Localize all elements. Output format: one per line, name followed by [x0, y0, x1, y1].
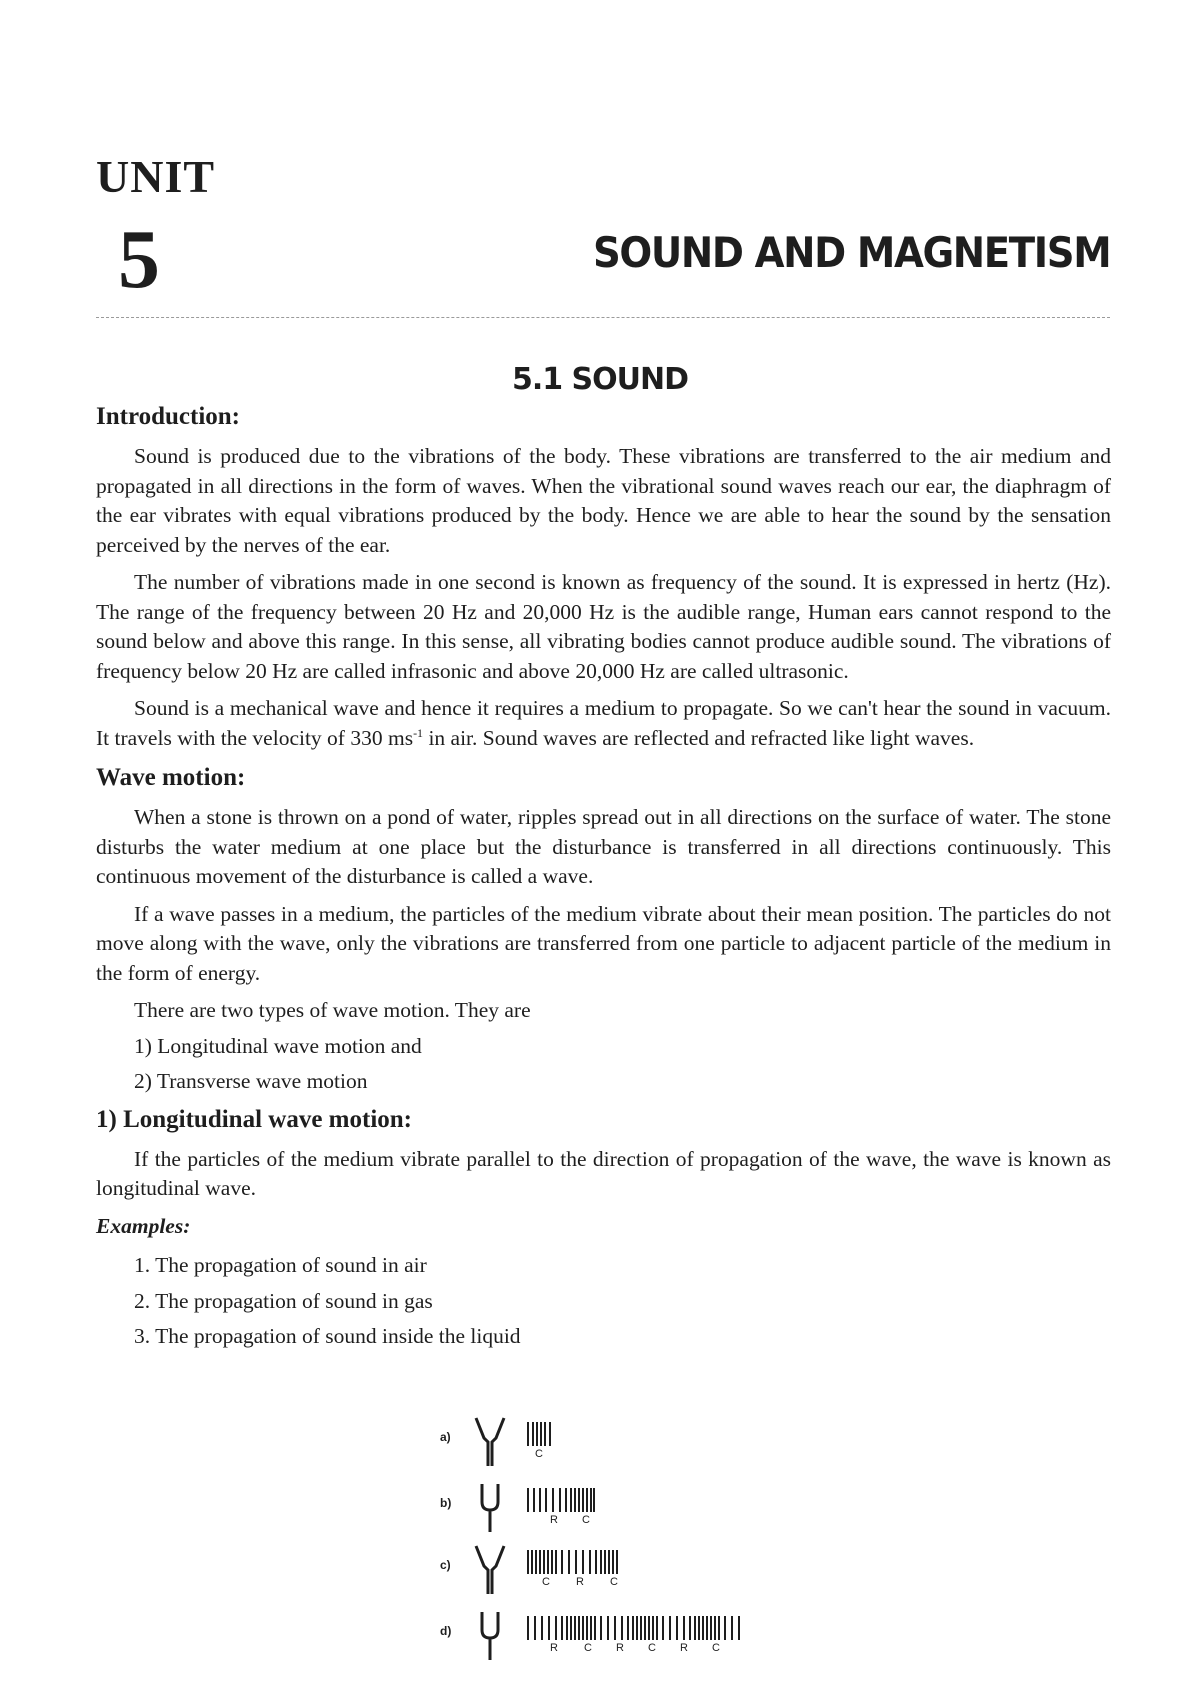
figure-row-b [440, 1480, 840, 1536]
wave-motion-heading: Wave motion: [96, 764, 246, 791]
body-content [96, 400, 1111, 1358]
longitudinal-heading: 1) Longitudinal wave motion: [96, 1105, 413, 1133]
examples-heading: Examples: [96, 1213, 191, 1238]
rarefaction-marker: R [550, 1642, 558, 1654]
unit-number: 5 [118, 213, 160, 306]
compression-marker: C [535, 1448, 543, 1460]
figure-row-a [440, 1414, 840, 1470]
intro-paragraph-1: Sound is produced due to the vibrations of the body. These vibrations are transferred to the air medium and propagated in all directions in the form of waves. When the vibrational sound waves reach our ear, the diaphragm of the ear vibrates with equal vibrations produced by the body. Hence we are able to hear the sound by the sensation perceived by the nerves of the ear. [96, 444, 1111, 557]
intro-paragraph-3 [96, 694, 1111, 753]
intro-paragraph-2: The number of vibrations made in one second is known as frequency of the sound. It is expressed in hertz (Hz). The range of the frequency between 20 Hz and 20,000 Hz is the audible range, Human ears cannot respond to the sound below and above this range. In this sense, all vibrating bodies cannot produce audible sound. The vibrations of frequency below 20 Hz are called infrasonic and above 20,000 Hz are called ultrasonic. [96, 570, 1111, 683]
compression-marker: C [582, 1514, 590, 1526]
velocity-unit-exponent: -1 [413, 725, 424, 740]
section-title: 5.1 SOUND [511, 362, 689, 397]
compression-marker: C [610, 1576, 618, 1588]
rarefaction-marker: R [680, 1642, 688, 1654]
wave-type-2: 2) Transverse wave motion [134, 1069, 368, 1093]
wave-bars [526, 1614, 766, 1644]
wave-paragraph-1: When a stone is thrown on a pond of water, ripples spread out in all directions on the surface of water. The stone disturbs the water medium at one place but the disturbance is transferred in all directions continuously. This continuous movement of the disturbance is called a wave. [96, 805, 1111, 888]
figure-label: d) [440, 1624, 452, 1638]
figure-row-d [440, 1608, 840, 1664]
figure-label: a) [440, 1430, 451, 1444]
wave-type-1: 1) Longitudinal wave motion and [134, 1033, 422, 1058]
figure-label: c) [440, 1558, 451, 1572]
tuning-fork-icon [470, 1414, 510, 1470]
example-item: 3. The propagation of sound inside the liquid [134, 1324, 521, 1348]
compression-marker: C [542, 1576, 550, 1588]
compression-bars [526, 1420, 686, 1450]
header-divider [96, 317, 1110, 318]
tuning-fork-icon [470, 1542, 510, 1598]
wave-bars [526, 1548, 686, 1578]
rarefaction-marker: R [576, 1576, 584, 1588]
tuning-fork-icon [470, 1608, 510, 1664]
example-item: 1. The propagation of sound in air [134, 1253, 427, 1277]
wave-types-intro: There are two types of wave motion. They are [134, 998, 531, 1022]
intro-p3-text-a: Sound is a mechanical wave and hence it requires a medium to propagate. So we can't hear the sound in vacuum. It travels with the velocity of 330 ms [96, 696, 1111, 750]
tuning-fork-figure [440, 1414, 840, 1684]
compression-marker: C [584, 1642, 592, 1654]
unit-label: UNIT [96, 151, 216, 202]
figure-label: b) [440, 1496, 452, 1510]
compression-marker: C [712, 1642, 720, 1654]
compression-marker: C [648, 1642, 656, 1654]
tuning-fork-icon [470, 1480, 510, 1536]
intro-p3-text-b: in air. Sound waves are reflected and refracted like light waves. [423, 725, 975, 750]
wave-bars [526, 1486, 686, 1516]
example-item: 2. The propagation of sound in gas [134, 1288, 433, 1313]
unit-title: SOUND AND MAGNETISM [592, 228, 1110, 277]
rarefaction-marker: R [550, 1514, 558, 1526]
rarefaction-marker: R [616, 1642, 624, 1654]
figure-row-c [440, 1542, 840, 1598]
longitudinal-paragraph: If the particles of the medium vibrate parallel to the direction of propagation of the wave, the wave is known as longitudinal wave. [96, 1146, 1111, 1200]
introduction-heading: Introduction: [96, 403, 241, 430]
wave-paragraph-2: If a wave passes in a medium, the particles of the medium vibrate about their mean position. The particles do not move along with the wave, only the vibrations are transferred from one particle to adjacent particle of the medium in the form of energy. [96, 901, 1111, 985]
